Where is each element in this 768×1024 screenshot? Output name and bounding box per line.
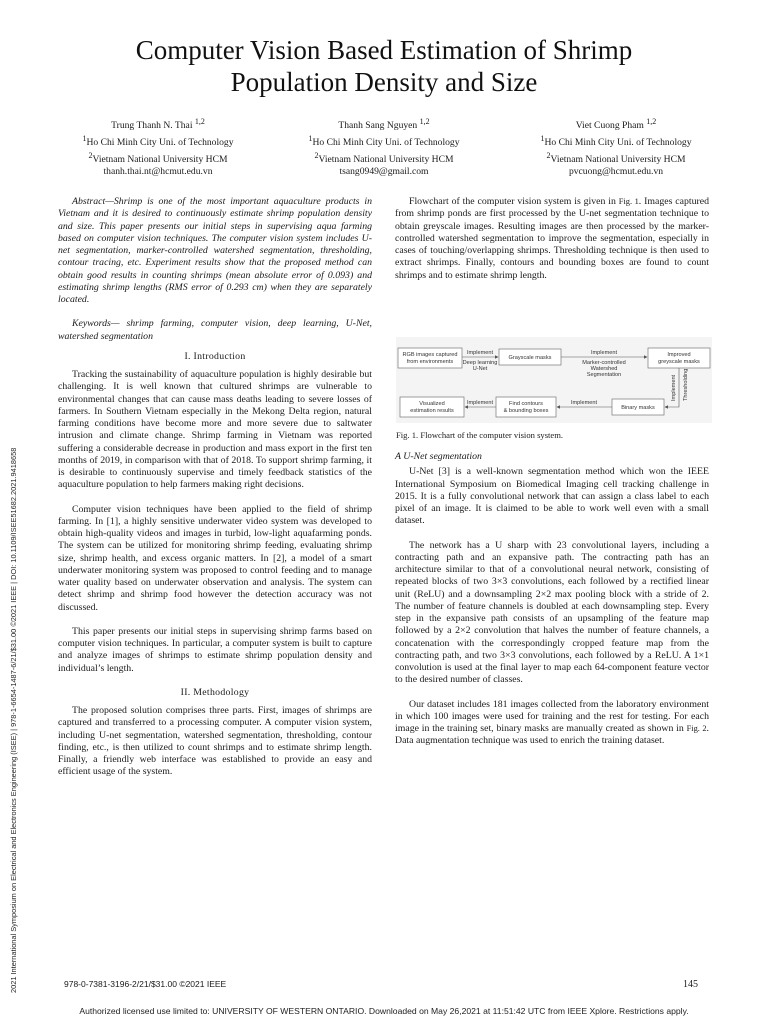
box-rgb-line-1: RGB images captured [402, 352, 458, 358]
box-visualized-line-2: estimation results [410, 408, 454, 414]
box-improved-masks [648, 348, 710, 368]
doi-side-strip: 2021 International Symposium on Electrical and Electronics Engineering (ISEE) | 978-1-6654-1487-6/21/$31.00 ©2021 IEEE | DOI: 10.1109/ISEE51682.2021.9418658 [9, 447, 18, 993]
edge-implement-3: Implement [671, 374, 677, 401]
box-binary-masks [612, 399, 664, 415]
author-block-2 [284, 116, 484, 179]
box-improved-line-2: greyscale masks [658, 359, 700, 365]
flowchart-intro-paragraph [395, 196, 709, 282]
figure-1-caption: Fig. 1. Flowchart of the computer vision system. [396, 430, 564, 440]
author-block-3 [516, 116, 716, 179]
edge-deep-learning-2: U-Net [472, 366, 488, 372]
right-column-top [395, 196, 709, 282]
keywords: Keywords— shrimp farming, computer vision, deep learning, U-Net, watershed segmentation [58, 318, 372, 342]
section-heading-introduction: I. Introduction [184, 350, 246, 362]
paper-title [60, 34, 708, 98]
author-sup: 1,2 [419, 117, 430, 126]
edge-implement-4: Implement [570, 400, 598, 406]
author-name: Thanh Sang Nguyen [338, 120, 418, 132]
unet-paragraph-3 [395, 699, 709, 748]
left-column [58, 196, 372, 779]
edge-deep-learning-1: Deep learning [462, 360, 498, 366]
affiliation-sup: 2 [314, 150, 319, 160]
box-rgb-line-2: from environments [406, 359, 454, 365]
edge-implement-2: Implement [590, 350, 618, 356]
edge-marker-2: Watershed [590, 366, 618, 372]
unet-paragraph-3-text-cont: . Data augmentation technique was used to enrich the training dataset. [395, 723, 709, 747]
figure-1-link[interactable]: Fig. 1 [618, 197, 639, 206]
edge-implement-1: Implement [466, 350, 494, 356]
box-grayscale-label: Grayscale masks [508, 355, 552, 361]
author-name: Trung Thanh N. Thai [111, 120, 193, 132]
affiliation-sup: 1 [82, 133, 87, 143]
box-find-contours [496, 397, 556, 417]
flowchart-intro-text: Flowchart of the computer vision system is given in [409, 196, 619, 207]
box-grayscale-masks [499, 349, 561, 365]
affiliation-1: Ho Chi Minh City Uni. of Technology [312, 136, 460, 148]
section-heading-methodology: II. Methodology [180, 686, 250, 698]
edge-marker-3: Segmentation [586, 372, 622, 378]
intro-paragraph-2: Computer vision techniques have been applied to the field of shrimp farming. In [1], a highly sensitive underwater video system was developed to obtain high-quality videos and images in turbid, low-light aquafarming ponds. The system can be utilized for monitoring shrimp feeding, evaluating shrimp size, shrimp health, and excess organic matters. In [2], a model of a smart underwater monitoring system was proposed to control feeding and to manage water quality based on underwater observation and analysis. The system can detect shrimp and shrimp food however the detection accuracy was not discussed. [58, 503, 372, 613]
author-sup: 1,2 [646, 117, 657, 126]
subsection-heading-unet: A U-Net segmentation [395, 451, 482, 462]
right-column-bottom [395, 451, 709, 748]
affiliation-1: Ho Chi Minh City Uni. of Technology [86, 136, 234, 148]
author-sup: 1,2 [194, 117, 205, 126]
box-find-line-2: & bounding boxes [503, 408, 549, 414]
flowchart-intro-text-cont: . Images captured from shrimp ponds are first processed by the U-net segmentation technique to obtain greyscale images. Resulting images are then processed by the marker-controlled watershed segmentation to improve the segmentation, especially in cases of touching/overlapping shrimps. Thresholding technique is then used to extract shrimps. Finally, contours and bounding boxes are found to count shrimps and to estimate shrimp length. [395, 196, 709, 281]
intro-paragraph-1: Tracking the sustainability of aquaculture population is highly desirable but challenging. It is well known that cultured shrimps are vulnerable to environmental changes that can cause mass deaths leading to severe losses of farmers. In Southern Vietnam especially in the Mekong Delta region, natural farming conditions have become more and more severe due to saltwater intrusion and climate change. Shrimp farming in Vietnam was reported suffering a considerable decrease in production and mass export in the first ten months of 2019, in comparison with that of 2018. To support shrimp farming, it is desirable to continuously supervise and timely feedback statistics of the aquaculture population to help farmers making right decisions. [58, 369, 372, 491]
edge-marker-1: Marker-controlled [582, 360, 626, 366]
unet-paragraph-3-text: Our dataset includes 181 images collected from the laboratory environment in which 100 images were used for training and the rest for testing. For each image in the training set, binary masks are manually created as shown in [395, 698, 709, 734]
author-email[interactable]: thanh.thai.nt@hcmut.edu.vn [103, 166, 213, 178]
author-name: Viet Cuong Pham [575, 120, 644, 132]
author-email[interactable]: tsang0949@gmail.com [339, 166, 429, 178]
intro-paragraph-3: This paper presents our initial steps in supervising shrimp farms based on computer vision techniques. In particular, a computer system is built to capture and analyze images of shrimps to estimate shrimp population density and individual’s length. [58, 625, 372, 674]
unet-paragraph-2: The network has a U sharp with 23 convolutional layers, including a contracting path and an expansive path. The contracting path has an architecture similar to that of a convolutional neural network, consisting of repeated blocks of two 3×3 convolutions, each followed by a rectified linear unit (ReLU) and a downsampling 2×2 max pooling block with a stride of 2. The number of feature channels is doubled at each downsampling step. Every step in the expansive path consists of an upsampling of the feature map followed by a 2×2 convolution that halves the number of feature channels, a concatenation with the correspondingly cropped feature map from the contracting path, and two 3×3 convolutions, each followed by a ReLU. A 1×1 convolution is used at the final layer to map each 64-component feature vector to the desired number of classes. [395, 539, 709, 686]
license-notice: Authorized licensed use limited to: UNIVERSITY OF WESTERN ONTARIO. Downloaded on May 26,2021 at 11:51:42 UTC from IEEE Xplore. Restrictions apply. [79, 1006, 689, 1016]
box-improved-line-1: Improved [667, 352, 691, 358]
affiliation-2: Vietnam National University HCM [92, 153, 228, 165]
unet-paragraph-1: U-Net [3] is a well-known segmentation method which won the IEEE International Symposium on Biomedical Imaging cell tracking challenge in 2015. It is a fully convolutional network that can assign a class label to each pixel of an image. It is claimed to be able to work well even with a small dataset. [395, 466, 709, 527]
title-line-2: Population Density and Size [230, 67, 538, 97]
edge-implement-5: Implement [466, 400, 494, 406]
affiliation-2: Vietnam National University HCM [318, 153, 454, 165]
affiliation-sup: 2 [546, 150, 551, 160]
box-find-line-1: Find contours [509, 401, 543, 407]
affiliation-sup: 2 [88, 150, 93, 160]
box-visualized-line-1: Visualized [419, 401, 445, 407]
affiliation-1: Ho Chi Minh City Uni. of Technology [544, 136, 692, 148]
affiliation-sup: 1 [308, 133, 313, 143]
methodology-paragraph-1: The proposed solution comprises three parts. First, images of shrimps are captured and transferred to a processing computer. A computer vision system, including U-net segmentation, watershed segmentation, thresholding, contour finding, etc., is then utilized to count shrimps and to estimate shrimp length. Finally, a friendly web interface was established to provide an easy and efficient usage of the system. [58, 705, 372, 778]
abstract: Abstract—Shrimp is one of the most important aquaculture products in Vietnam and it is desired to continuously estimate shrimp population density and size. This paper presents our initial steps in supervising aqua farming based on computer vision techniques. The computer vision system includes U-net segmentation, marker-controlled watershed segmentation, thresholding, contour tracing, etc. Experiment results show that the proposed method can obtain good results in counting shrimps (mean absolute error of 0.093) and estimating shrimp lengths (RMS error of 0.293 cm) when they are separately located. [58, 196, 372, 305]
figure-2-link[interactable]: Fig. 2 [686, 724, 707, 733]
edge-thresholding: Thresholding [683, 368, 689, 401]
author-email[interactable]: pvcuong@hcmut.edu.vn [568, 166, 664, 178]
box-visualized-results [400, 397, 464, 417]
copyright-footer: 978-0-7381-3196-2/21/$31.00 ©2021 IEEE [64, 979, 227, 989]
author-block-1 [58, 116, 258, 179]
box-binary-label: Binary masks [621, 405, 655, 411]
flowchart-figure [396, 337, 712, 423]
box-rgb-images [398, 348, 462, 368]
affiliation-2: Vietnam National University HCM [550, 153, 686, 165]
page-number: 145 [683, 979, 698, 990]
affiliation-sup: 1 [540, 133, 545, 143]
title-line-1: Computer Vision Based Estimation of Shrimp [135, 35, 633, 65]
